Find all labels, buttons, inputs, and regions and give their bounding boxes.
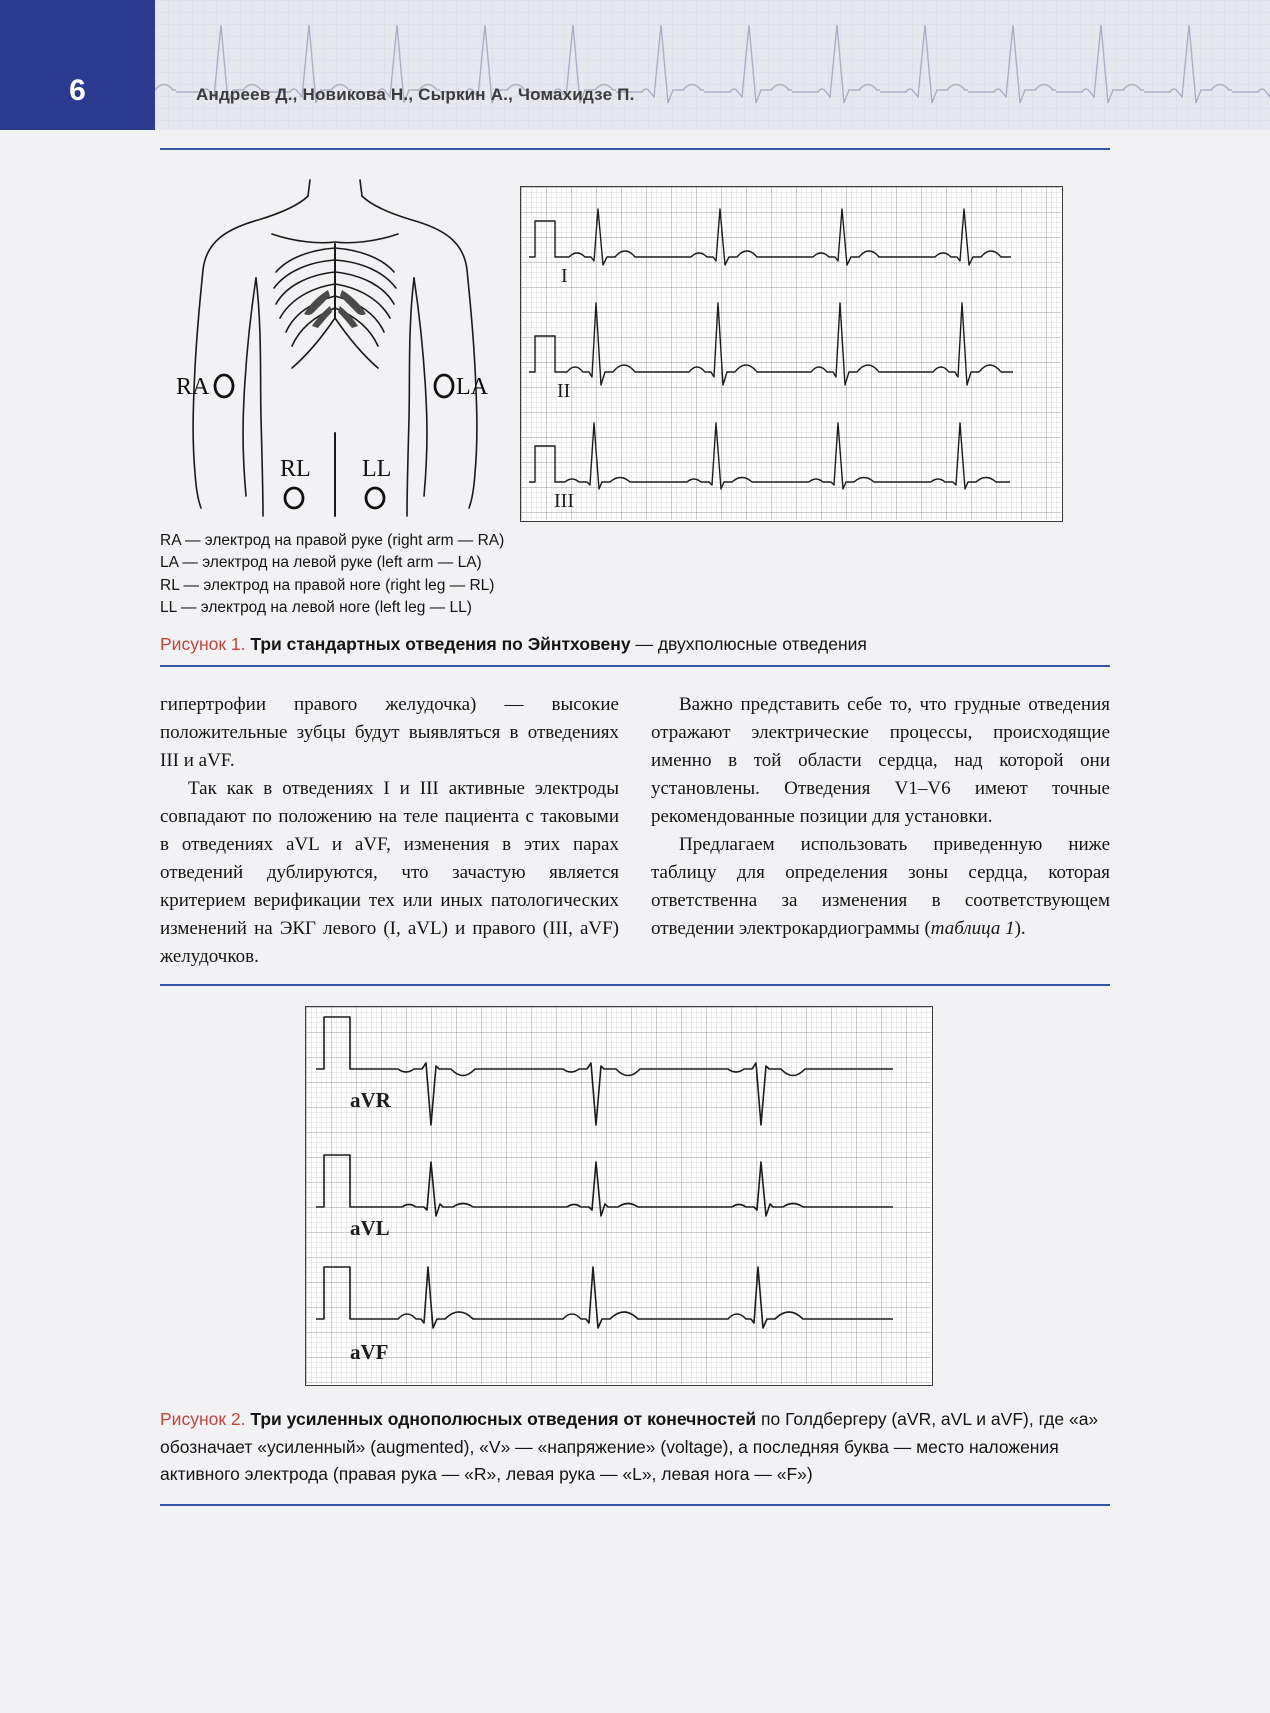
ecg-leads-aVR-aVL-aVF: [306, 1007, 931, 1384]
figure1-caption-title: Три стандартных отведения по Эйнтховену: [245, 633, 631, 654]
ll-electrode-circle: [366, 488, 384, 508]
legend-line: LA — электрод на левой руке (left arm — LA): [160, 554, 482, 572]
body-text: [160, 691, 1110, 970]
torso-electrode-diagram: [160, 178, 510, 520]
paragraph: Важно представить себе то, что грудные отведения отражают электрические процессы, происходящие именно в той области сердца, над которой они установлены. Отведения V1–V6 имеют точные рекомендованные позиции для установки.: [651, 694, 1110, 827]
lead-I-label: I: [561, 265, 568, 287]
rl-electrode-label: RL: [280, 456, 311, 482]
lead-aVL-label: aVL: [350, 1216, 390, 1241]
header-authors: Андреев Д., Новикова Н., Сыркин А., Чомахидзе П.: [196, 85, 635, 104]
figure2-caption-number: Рисунок 2.: [160, 1409, 246, 1430]
right-column: [651, 691, 1110, 970]
legend-line: RA — электрод на правой руке (right arm — RA): [160, 532, 505, 549]
paragraph: [651, 831, 1110, 943]
section-divider: [160, 148, 1110, 150]
page-number: 6: [69, 74, 86, 107]
section-divider: [160, 984, 1110, 986]
ecg-leads-I-II-III: [521, 187, 1061, 520]
la-electrode-circle: [435, 375, 453, 397]
figure1-legend: [160, 530, 1110, 620]
figure1-caption: [160, 632, 1110, 657]
lead-aVR-label: aVR: [350, 1088, 391, 1113]
legend-line: RL — электрод на правой ноге (right leg — RL): [160, 576, 495, 594]
figure2-caption-title: Три усиленных однополюсных отведения от конечностей: [245, 1409, 757, 1430]
figure1-caption-number: Рисунок 1.: [160, 633, 246, 654]
header-ecg-background: [0, 0, 1270, 130]
paragraph: Так как в отведениях I и III активные электроды совпадают по положению на теле пациента с таковыми в отведениях aVL и aVF, изменения в этих парах отведений дублируются, что зачастую является критерием верификации тех или иных патологических изменений на ЭКГ левого (I, aVL) и правого (III, aVF) желудочков.: [160, 778, 619, 967]
paragraph-text: Предлагаем использовать приведенную ниже таблицу для определения зоны сердца, которая ответственна за изменения в соответствующем отведении электрокардиограммы (: [651, 833, 1110, 939]
page-content: [0, 148, 1270, 1506]
figure1-caption-rest: — двухполюсные отведения: [630, 633, 867, 654]
rl-electrode-circle: [285, 488, 303, 508]
left-column: [160, 691, 619, 970]
ll-electrode-label: LL: [362, 456, 392, 482]
legend-line: LL — электрод на левой ноге (left leg — LL): [160, 599, 472, 617]
page-number-box: [0, 0, 155, 130]
figure1: [160, 178, 1110, 522]
lead-aVF-label: aVF: [350, 1340, 389, 1365]
page-header: [0, 0, 1270, 130]
la-electrode-label: LA: [456, 374, 488, 400]
lead-III-label: III: [554, 490, 574, 512]
table-reference: таблица 1: [930, 917, 1015, 939]
paragraph-text: ).: [1014, 917, 1026, 939]
lead-II-label: II: [557, 380, 571, 402]
figure2-caption-rest: по Голдбергеру (aVR, aVL и aVF), где «а» обозначает «усиленный» (augmented), «V» — «напряжение» (voltage), а последняя буква — место наложения активного электрода (правая рука — «R», левая рука — «L», левая нога — «F»): [160, 1409, 1099, 1484]
figure1-ecg-strip: [520, 186, 1063, 522]
paragraph: гипертрофии правого желудочка) — высокие положительные зубцы будут выявляться в отведениях III и aVF.: [160, 694, 619, 772]
figure2-ecg-strip: [305, 1006, 933, 1386]
section-divider: [160, 665, 1110, 667]
section-divider: [160, 1504, 1110, 1506]
figure2-caption: [160, 1406, 1110, 1487]
ra-electrode-label: RA: [176, 374, 210, 400]
ra-electrode-circle: [215, 375, 233, 397]
